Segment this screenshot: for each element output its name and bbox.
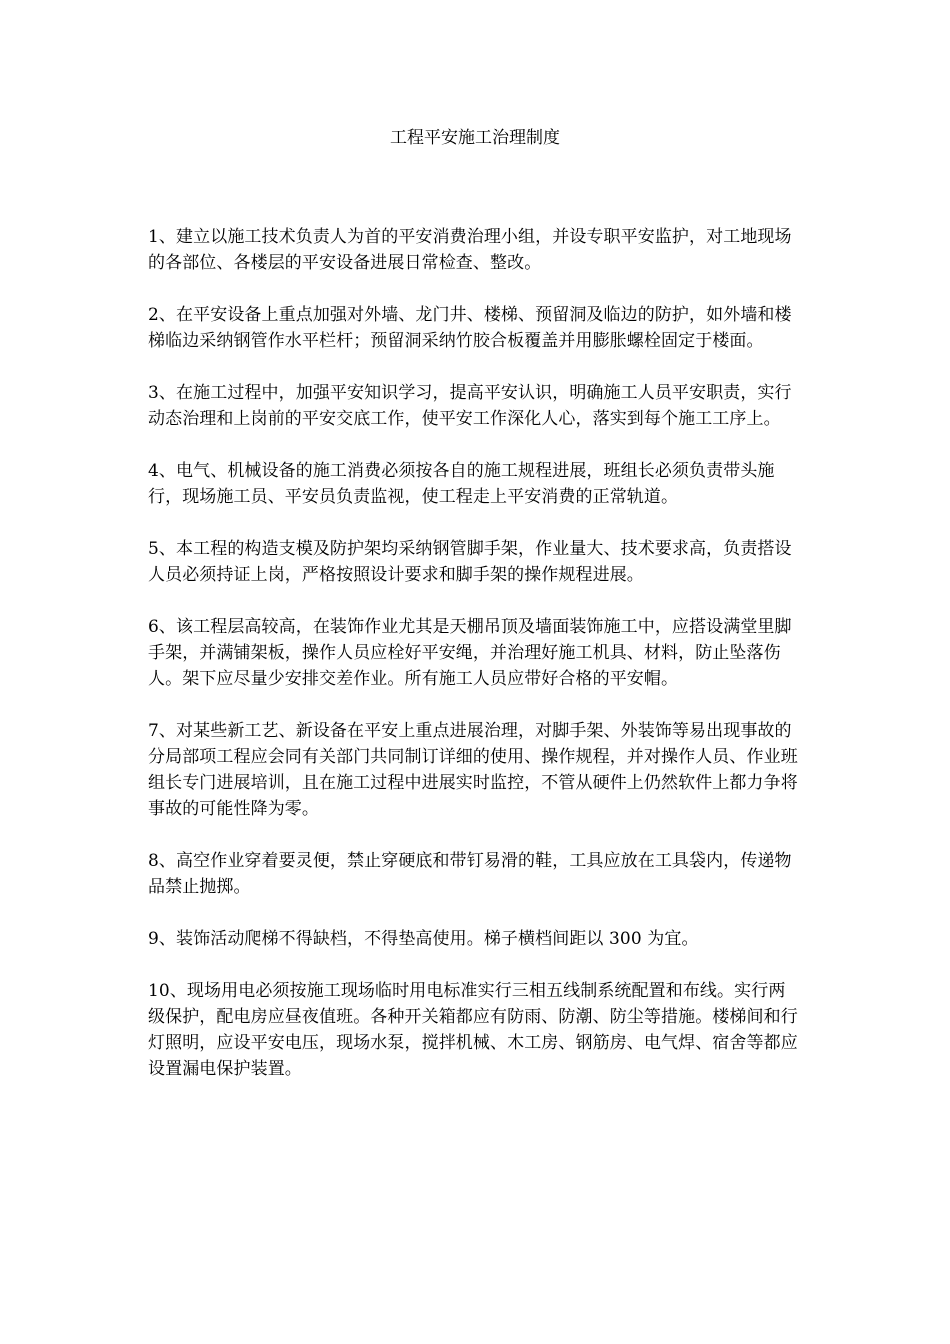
- paragraph-5: 5、本工程的构造支模及防护架均采纳钢管脚手架，作业量大、技术要求高，负责搭设人员必须持证上岗，严格按照设计要求和脚手架的操作规程进展。: [148, 539, 792, 585]
- document-title: 工程平安施工治理制度: [390, 128, 560, 148]
- paragraph-8: 8、高空作业穿着要灵便，禁止穿硬底和带钉易滑的鞋，工具应放在工具袋内，传递物品禁止抛掷。: [148, 851, 792, 897]
- paragraph-3: 3、在施工过程中，加强平安知识学习，提高平安认识，明确施工人员平安职责，实行动态治理和上岗前的平安交底工作，使平安工作深化人心，落实到每个施工工序上。: [148, 383, 792, 429]
- document-body: [148, 224, 800, 1108]
- paragraph-6: 6、该工程层高较高，在装饰作业尤其是天棚吊顶及墙面装饰施工中，应搭设满堂里脚手架，并满铺架板，操作人员应栓好平安绳，并治理好施工机具、材料，防止坠落伤人。架下应尽量少安排交差作业。所有施工人员应带好合格的平安帽。: [148, 617, 792, 689]
- paragraph-9: 9、装饰活动爬梯不得缺档，不得垫高使用。梯子横档间距以 300 为宜。: [148, 929, 699, 949]
- paragraph-1: 1、建立以施工技术负责人为首的平安消费治理小组，并设专职平安监护，对工地现场的各部位、各楼层的平安设备进展日常检查、整改。: [148, 227, 792, 273]
- paragraph-4: 4、电气、机械设备的施工消费必须按各自的施工规程进展，班组长必须负责带头施行，现场施工员、平安员负责监视，使工程走上平安消费的正常轨道。: [148, 461, 775, 507]
- paragraph-10: 10、现场用电必须按施工现场临时用电标准实行三相五线制系统配置和布线。实行两级保护，配电房应昼夜值班。各种开关箱都应有防雨、防潮、防尘等措施。楼梯间和行灯照明，应设平安电压，现场水泵，搅拌机械、木工房、钢筋房、电气焊、宿舍等都应设置漏电保护装置。: [148, 981, 798, 1079]
- paragraph-2: 2、在平安设备上重点加强对外墙、龙门井、楼梯、预留洞及临边的防护，如外墙和楼梯临边采纳钢管作水平栏杆；预留洞采纳竹胶合板覆盖并用膨胀螺栓固定于楼面。: [148, 305, 792, 351]
- paragraph-7: 7、对某些新工艺、新设备在平安上重点进展治理，对脚手架、外装饰等易出现事故的分局部项工程应会同有关部门共同制订详细的使用、操作规程，并对操作人员、作业班组长专门进展培训，且在施工过程中进展实时监控，不管从硬件上仍然软件上都力争将事故的可能性降为零。: [148, 721, 798, 819]
